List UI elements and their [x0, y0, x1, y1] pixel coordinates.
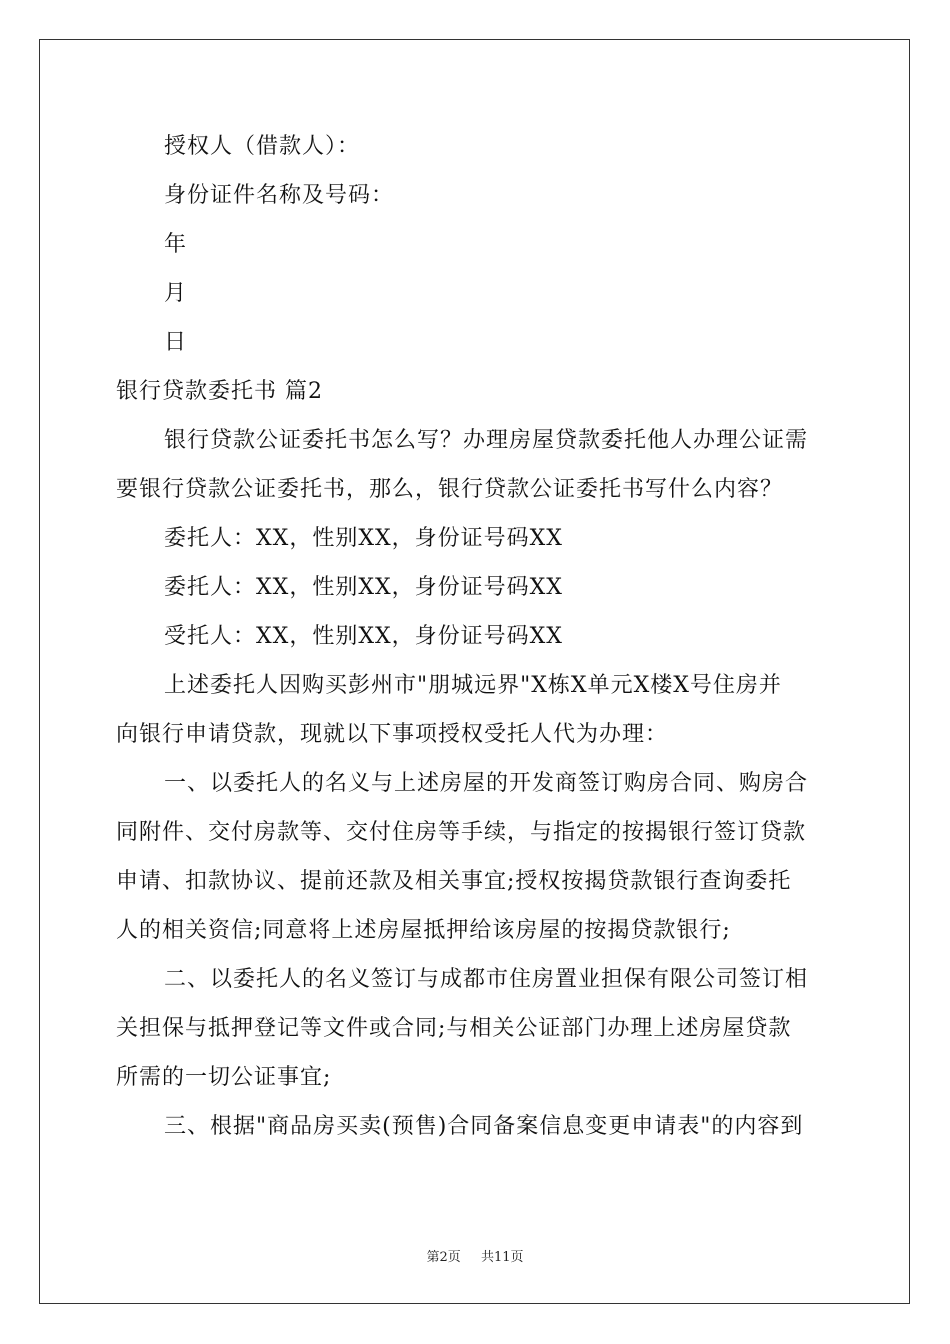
- date-month: 月: [164, 281, 188, 306]
- item-two-line-2: 关担保与抵押登记等文件或合同;与相关公证部门办理上述房屋贷款: [116, 1016, 792, 1041]
- purpose-line-2: 向银行申请贷款，现就以下事项授权受托人代为办理：: [116, 722, 669, 747]
- item-one-line-4: 人的相关资信;同意将上述房屋抵押给该房屋的按揭贷款银行;: [116, 918, 731, 943]
- date-year: 年: [164, 232, 188, 257]
- intro-line-2: 要银行贷款公证委托书，那么，银行贷款公证委托书写什么内容？: [116, 477, 784, 502]
- party-principal-1: 委托人：XX，性别XX，身份证号码XX: [164, 526, 563, 551]
- item-one-line-3: 申请、扣款协议、提前还款及相关事宜;授权按揭贷款银行查询委托: [116, 869, 792, 894]
- item-two-line-1: 二、以委托人的名义签订与成都市住房置业担保有限公司签订相: [164, 967, 809, 992]
- item-one-line-2: 同附件、交付房款等、交付住房等手续，与指定的按揭银行签订贷款: [116, 820, 807, 845]
- item-one-line-1: 一、以委托人的名义与上述房屋的开发商签订购房合同、购房合: [164, 771, 809, 796]
- page-number: 第2页: [426, 1250, 461, 1265]
- purpose-line-1: 上述委托人因购买彭州市"朋城远界"X栋X单元X楼X号住房并: [164, 673, 782, 698]
- intro-line-1: 银行贷款公证委托书怎么写？办理房屋贷款委托他人办理公证需: [164, 428, 809, 453]
- document-body: [116, 122, 832, 1151]
- id-document-label: 身份证件名称及号码：: [164, 183, 395, 208]
- item-three-line-1: 三、根据"商品房买卖(预售)合同备案信息变更申请表"的内容到: [164, 1114, 804, 1139]
- page-footer: [0, 1246, 950, 1265]
- page-total: 共11页: [481, 1250, 524, 1265]
- date-day: 日: [164, 330, 188, 355]
- item-two-line-3: 所需的一切公证事宜;: [116, 1065, 332, 1090]
- section-title: 银行贷款委托书 篇2: [116, 379, 323, 404]
- authorizer-label: 授权人（借款人）：: [164, 134, 361, 159]
- party-principal-2: 委托人：XX，性别XX，身份证号码XX: [164, 575, 563, 600]
- party-agent: 受托人：XX，性别XX，身份证号码XX: [164, 624, 563, 649]
